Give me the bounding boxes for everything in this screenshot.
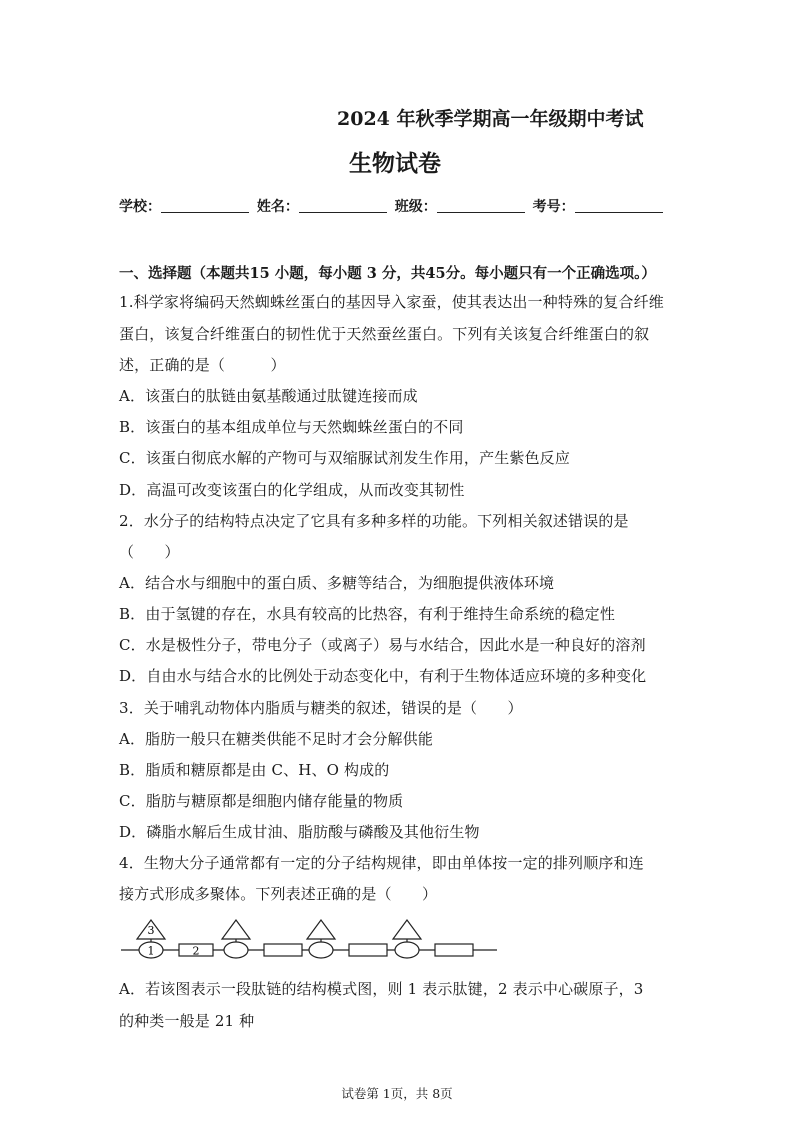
option-line: B．由于氢键的存在，水具有较高的比热容，有利于维持生命系统的稳定性 — [119, 605, 615, 623]
circle-shape — [309, 942, 333, 958]
school-blank[interactable] — [161, 198, 249, 213]
option-line: B．脂质和糖原都是由 C、H、O 构成的 — [119, 761, 390, 779]
label-3: 3 — [147, 924, 155, 937]
class-label: 班级： — [394, 199, 437, 215]
rect-shape — [264, 944, 302, 956]
page-footer: 试卷第 1页，共 8页 — [341, 1086, 453, 1101]
option-line: C．该蛋白彻底水解的产物可与双缩脲试剂发生作用，产生紫色反应 — [119, 449, 570, 467]
section-heading: 一、选择题（本题共15 小题，每小题 3 分，共45分。每小题只有一个正确选项。） — [119, 265, 656, 282]
option-line: D．高温可改变该蛋白的化学组成，从而改变其韧性 — [119, 481, 465, 499]
exam-subject: 生物试卷 — [349, 150, 441, 177]
text-line: 蛋白，该复合纤维蛋白的韧性优于天然蚕丝蛋白。下列有关该复合纤维蛋白的叙 — [119, 325, 650, 343]
circle-shape — [395, 942, 419, 958]
exam-number-label: 考号： — [532, 199, 575, 215]
text-line: 3．关于哺乳动物体内脂质与糖类的叙述，错误的是（ ） — [119, 699, 523, 717]
rect-shape — [349, 944, 387, 956]
option-line: D．磷脂水解后生成甘油、脂肪酸与磷酸及其他衍生物 — [119, 823, 480, 841]
option-line: B．该蛋白的基本组成单位与天然蜘蛛丝蛋白的不同 — [119, 418, 464, 436]
text-line: 1.科学家将编码天然蜘蛛丝蛋白的基因导入家蚕，使其表达出一种特殊的复合纤维 — [119, 293, 664, 311]
school-label: 学校： — [119, 199, 161, 215]
polymer-structure-diagram — [119, 917, 499, 965]
option-line: D．自由水与结合水的比例处于动态变化中，有利于生物体适应环境的多种变化 — [119, 667, 647, 685]
exam-number-blank[interactable] — [575, 198, 663, 213]
text-line: 述，正确的是（ ） — [119, 356, 286, 374]
rect-shape — [435, 944, 473, 956]
text-line: 接方式形成多聚体。下列表述正确的是（ ） — [119, 885, 438, 903]
text-line: 2．水分子的结构特点决定了它具有多种多样的功能。下列相关叙述错误的是 — [119, 512, 629, 530]
class-blank[interactable] — [437, 198, 525, 213]
name-blank[interactable] — [299, 198, 387, 213]
name-label: 姓名： — [256, 199, 299, 215]
option-line: C．水是极性分子，带电分子（或离子）易与水结合，因此水是一种良好的溶剂 — [119, 636, 646, 654]
option-line: A．脂肪一般只在糖类供能不足时才会分解供能 — [119, 730, 433, 748]
triangle-shape — [393, 920, 421, 939]
exam-title: 2024 年秋季学期高一年级期中考试 — [337, 108, 644, 130]
option-line: A．结合水与细胞中的蛋白质、多糖等结合，为细胞提供液体环境 — [119, 574, 555, 592]
circle-shape — [224, 942, 248, 958]
label-1: 1 — [147, 944, 155, 958]
triangle-shape — [222, 920, 250, 939]
text-line: 的种类一般是 21 种 — [119, 1012, 255, 1030]
text-line: （ ） — [119, 543, 180, 561]
text-line: 4．生物大分子通常都有一定的分子结构规律，即由单体按一定的排列顺序和连 — [119, 854, 644, 872]
option-line: A．该蛋白的肽链由氨基酸通过肽键连接而成 — [119, 387, 418, 405]
label-2: 2 — [192, 944, 200, 958]
option-line: C．脂肪与糖原都是细胞内储存能量的物质 — [119, 792, 404, 810]
option-line: A．若该图表示一段肽链的结构模式图，则 1 表示肽键，2 表示中心碳原子，3 — [119, 980, 644, 998]
student-info-row — [119, 196, 666, 216]
triangle-shape — [307, 920, 335, 939]
